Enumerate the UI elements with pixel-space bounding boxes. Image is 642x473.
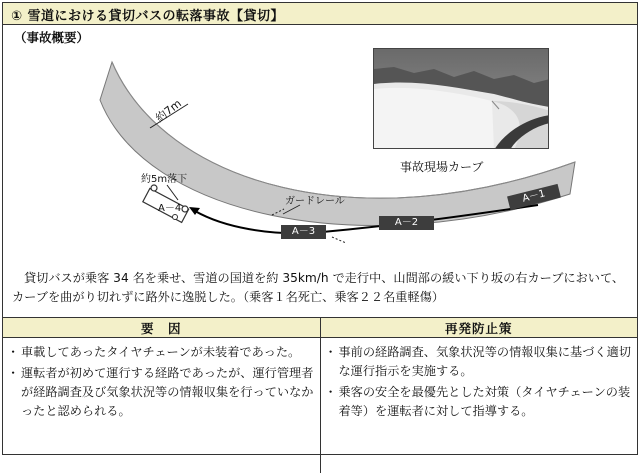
cause-item: ・ 運転者が初めて運行する経路であったが、運行管理者が経路調査及び気象状況等の情報収集を行っていなかったと認められる。 [9,364,314,421]
measure-item: ・ 乗客の安全を最優先とした対策（タイヤチェーンの装着等）を運転者に対して指導する。 [327,383,632,421]
table-header-row [3,318,637,338]
measures-cell [320,338,637,473]
snowy-curve-image [374,49,549,149]
measures-header: 再発防止策 [320,318,637,338]
vehicle-a2: A－2 [379,216,434,230]
causes-cell [3,338,320,473]
wheel-icon [173,215,178,220]
photo-caption: 事故現場カーブ [400,158,483,175]
road-width-label: 約7m [152,95,184,125]
accident-description: 貸切バスが乗客 34 名を乗せ、雪道の国道を約 35km/h で走行中、山間部の緩い下り坂の右カーブにおいて、カーブを曲がり切れずに路外に逸脱した。（乗客１名死亡、乗客２２名重軽傷） [12,269,630,307]
skid-mark [332,237,346,243]
drop-dimension-line [167,185,178,200]
wheel-icon [182,206,188,212]
causes-header: 要 因 [3,318,320,338]
section-subtitle: （事故概要） [14,28,89,46]
measure-item: ・ 事前の経路調査、気象状況等の情報収集に基づく適切な運行指示を実施する。 [327,343,632,381]
vehicle-a3: A－3 [281,225,326,239]
table-row [3,338,637,473]
drop-label: 約5m落下 [141,170,187,185]
cause-item: ・ 車載してあったタイヤチェーンが未装着であった。 [9,343,314,362]
vehicle-a1: A－1 [507,184,561,210]
wheel-icon [151,185,157,191]
vehicle-a4-label: A－4 [158,199,181,214]
accident-site-photo [373,48,549,149]
causes-measures-table [3,317,637,473]
page-title: ① 雪道における貸切バスの転落事故【貸切】 [11,5,284,24]
guardrail-label: ガードレール [285,192,345,207]
